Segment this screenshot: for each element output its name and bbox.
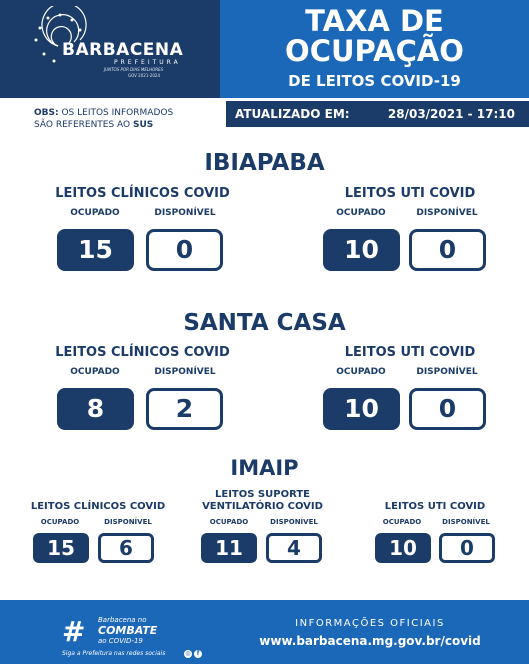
brand-line-1: Barbacena no: [98, 616, 147, 624]
obs-text-2: SÃO REFERENTES AO: [34, 120, 133, 130]
occupied-count: 11: [201, 533, 257, 563]
instagram-icon[interactable]: ◎: [185, 650, 191, 657]
occupied-count: 10: [375, 533, 431, 563]
group-title: [185, 489, 340, 513]
campaign-brand: [62, 614, 200, 657]
group-title-line-1: LEITOS SUPORTE: [215, 489, 310, 500]
obs-text-1: OS LEITOS INFORMADOS: [58, 108, 174, 118]
social-text: Siga a Prefeitura nas redes sociais: [62, 650, 166, 657]
group-title: LEITOS CLÍNICOS COVID: [30, 501, 166, 512]
available-label: DISPONÍVEL: [416, 367, 478, 377]
info-label: INFORMAÇÕES OFICIAIS: [295, 618, 445, 629]
updated-label: ATUALIZADO EM:: [235, 107, 350, 121]
available-label: DISPONÍVEL: [104, 518, 152, 526]
occupied-count: 15: [57, 229, 134, 271]
occupied-label: OCUPADO: [70, 367, 120, 377]
hashtag-icon: #: [62, 615, 86, 648]
available-label: DISPONÍVEL: [442, 518, 490, 526]
footer: [0, 600, 529, 664]
available-label: DISPONÍVEL: [154, 208, 216, 218]
logo-panel: [0, 0, 220, 98]
obs-prefix: OBS:: [34, 108, 59, 118]
title-line-1: TAXA DE: [305, 4, 444, 38]
occupied-label: OCUPADO: [40, 518, 80, 526]
updated-bar: [226, 101, 529, 127]
brand-line-2: COMBATE: [98, 624, 158, 637]
occupied-count: 8: [57, 388, 134, 430]
occupied-label: OCUPADO: [70, 208, 120, 218]
occupied-count: 10: [323, 229, 400, 271]
title-line-3: DE LEITOS COVID-19: [288, 72, 461, 90]
obs-sus: SUS: [133, 120, 154, 130]
facebook-icon[interactable]: f: [194, 650, 202, 658]
header: [0, 0, 529, 98]
group-title: LEITOS CLÍNICOS COVID: [55, 345, 230, 360]
available-count: 0: [409, 229, 486, 271]
available-count: 0: [409, 388, 486, 430]
available-label: DISPONÍVEL: [154, 367, 216, 377]
available-count: 6: [98, 533, 154, 563]
available-count: 0: [439, 533, 495, 563]
occupied-count: 10: [323, 388, 400, 430]
brand-line-3: ao COVID-19: [98, 637, 143, 645]
logo-tagline: JUNTOS POR DIAS MELHORES: [104, 67, 164, 72]
group-title: LEITOS CLÍNICOS COVID: [55, 186, 230, 201]
title-line-2: OCUPAÇÃO: [285, 34, 464, 68]
available-count: 4: [266, 533, 322, 563]
logo-name: BARBACENA: [62, 40, 184, 60]
hospital-title: IMAIP: [230, 456, 299, 480]
site-link[interactable]: www.barbacena.mg.gov.br/covid: [259, 634, 481, 648]
occupied-label: OCUPADO: [382, 518, 422, 526]
hospital-title: IBIAPABA: [204, 150, 325, 176]
available-label: DISPONÍVEL: [416, 208, 478, 218]
obs-note: [34, 107, 173, 131]
updated-value: 28/03/2021 - 17:10: [387, 107, 515, 121]
occupied-label: OCUPADO: [336, 367, 386, 377]
group-title: LEITOS UTI COVID: [384, 501, 486, 512]
group-title: LEITOS UTI COVID: [344, 186, 476, 201]
available-count: 2: [146, 388, 223, 430]
logo-years: GOV 2021-2024: [128, 73, 160, 78]
logo-subtitle: PREFEITURA: [114, 59, 181, 66]
occupied-count: 15: [33, 533, 89, 563]
occupied-label: OCUPADO: [336, 208, 386, 218]
occupied-label: OCUPADO: [209, 518, 249, 526]
group-title-line-2: VENTILATÓRIO COVID: [202, 501, 323, 512]
available-count: 0: [146, 229, 223, 271]
group-title: LEITOS UTI COVID: [344, 345, 476, 360]
available-label: DISPONÍVEL: [270, 518, 318, 526]
hospital-title: SANTA CASA: [183, 310, 346, 336]
title-panel: [220, 0, 529, 98]
